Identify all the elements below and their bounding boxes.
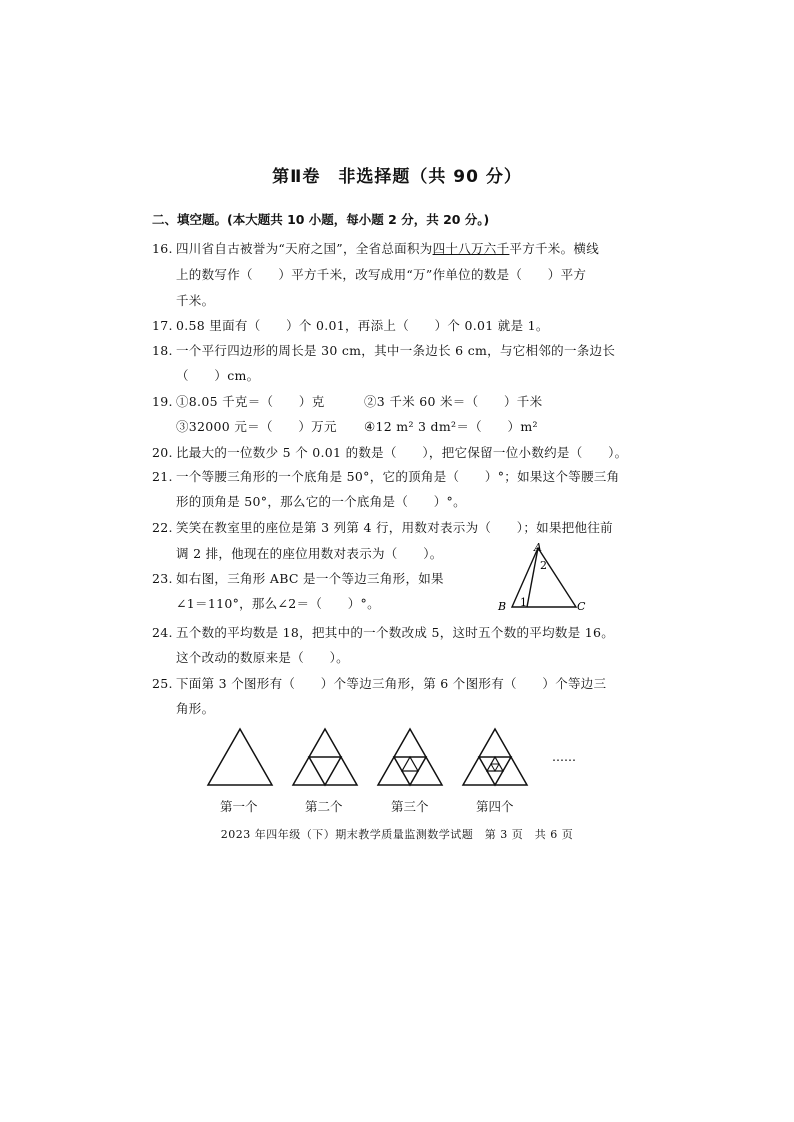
q19-item-a: ①8.05 千克＝（ ）克 bbox=[176, 394, 325, 409]
question-number: 16. bbox=[152, 241, 173, 256]
question-17 bbox=[152, 316, 549, 334]
question-21-line-2: 形的顶角是 50°，那么它的一个底角是（ ）°。 bbox=[176, 494, 466, 509]
question-number: 17. bbox=[152, 318, 173, 333]
question-number: 22. bbox=[152, 520, 173, 535]
question-18-line-2: （ ）cm。 bbox=[176, 368, 260, 383]
question-23-line-1 bbox=[152, 569, 444, 587]
question-number: 19. bbox=[152, 394, 173, 409]
question-24-line-2: 这个改动的数原来是（ ）。 bbox=[176, 650, 349, 665]
question-number: 20. bbox=[152, 445, 173, 460]
q19-item-b: ②3 千米 60 米＝（ ）千米 bbox=[364, 394, 543, 409]
triangle-pattern-figures bbox=[200, 725, 600, 789]
figure-label-1: 第一个 bbox=[220, 799, 258, 814]
page-title: 第Ⅱ卷 非选择题（共 90 分） bbox=[272, 167, 522, 187]
q17-text: 0.58 里面有（ ）个 0.01，再添上（ ）个 0.01 就是 1。 bbox=[176, 318, 549, 333]
question-24-line-1 bbox=[152, 623, 614, 641]
vertex-b-label: B bbox=[498, 600, 507, 613]
question-25-line-2: 角形。 bbox=[176, 701, 215, 716]
figure-label-4: 第四个 bbox=[476, 799, 514, 814]
q21-text: 一个等腰三角形的一个底角是 50°，它的顶角是（ ）°；如果这个等腰三角 bbox=[176, 469, 620, 484]
vertex-c-label: C bbox=[577, 600, 586, 613]
question-20 bbox=[152, 443, 627, 461]
question-number: 21. bbox=[152, 469, 173, 484]
question-22-line-2: 调 2 排，他现在的座位用数对表示为（ ）。 bbox=[176, 546, 443, 561]
question-number: 24. bbox=[152, 625, 173, 640]
question-number: 25. bbox=[152, 676, 173, 691]
figure-label-3: 第三个 bbox=[391, 799, 429, 814]
question-19-row-1 bbox=[152, 392, 325, 410]
question-23-line-2: ∠1＝110°，那么∠2＝（ ）°。 bbox=[176, 596, 380, 611]
q18-text: 一个平行四边形的周长是 30 cm，其中一条边长 6 cm，与它相邻的一条边长 bbox=[176, 343, 616, 358]
figure-2-triangle bbox=[293, 729, 357, 785]
angle-1-label: 1 bbox=[520, 596, 527, 609]
figure-3-triangle bbox=[378, 729, 442, 785]
question-16-line-3: 千米。 bbox=[176, 293, 215, 308]
vertex-a-label: A bbox=[534, 541, 542, 554]
q25-text: 下面第 3 个图形有（ ）个等边三角形，第 6 个图形有（ ）个等边三 bbox=[176, 676, 607, 691]
question-21-line-1 bbox=[152, 467, 619, 485]
q16-underlined-number: 四十八万六千 bbox=[432, 241, 510, 256]
question-number: 23. bbox=[152, 571, 173, 586]
question-18-line-1 bbox=[152, 341, 615, 359]
q19-item-c: ③32000 元＝（ ）万元 bbox=[176, 419, 337, 434]
q19-item-d: ④12 m² 3 dm²＝（ ）m² bbox=[364, 419, 538, 434]
q22-text: 笑笑在教室里的座位是第 3 列第 4 行，用数对表示为（ ）；如果把他往前 bbox=[176, 520, 613, 535]
triangle-abc-figure bbox=[494, 540, 594, 616]
q20-text: 比最大的一位数少 5 个 0.01 的数是（ ），把它保留一位小数约是（ ）。 bbox=[176, 445, 628, 460]
section-heading: 二、填空题。(本大题共 10 小题，每小题 2 分，共 20 分。) bbox=[152, 212, 490, 227]
q16-text-b: 平方千米。横线 bbox=[509, 241, 600, 256]
angle-2-label: 2 bbox=[540, 559, 547, 572]
question-16-line-1 bbox=[152, 239, 599, 257]
figure-label-2: 第二个 bbox=[305, 799, 343, 814]
q16-text-a: 四川省自古被誉为“天府之国”，全省总面积为 bbox=[176, 241, 433, 256]
page-footer: 2023 年四年级（下）期末教学质量监测数学试题 第 3 页 共 6 页 bbox=[220, 828, 574, 841]
question-16-line-2: 上的数写作（ ）平方千米，改写成用“万”作单位的数是（ ）平方 bbox=[176, 267, 587, 282]
figure-4-triangle bbox=[463, 729, 527, 785]
question-25-line-1 bbox=[152, 674, 606, 692]
figure-1-triangle bbox=[208, 729, 272, 785]
question-number: 18. bbox=[152, 343, 173, 358]
figures-ellipsis: …… bbox=[552, 750, 576, 764]
question-22-line-1 bbox=[152, 518, 613, 536]
q23-text: 如右图，三角形 ABC 是一个等边三角形，如果 bbox=[176, 571, 444, 586]
q24-text: 五个数的平均数是 18，把其中的一个数改成 5，这时五个数的平均数是 16。 bbox=[176, 625, 615, 640]
